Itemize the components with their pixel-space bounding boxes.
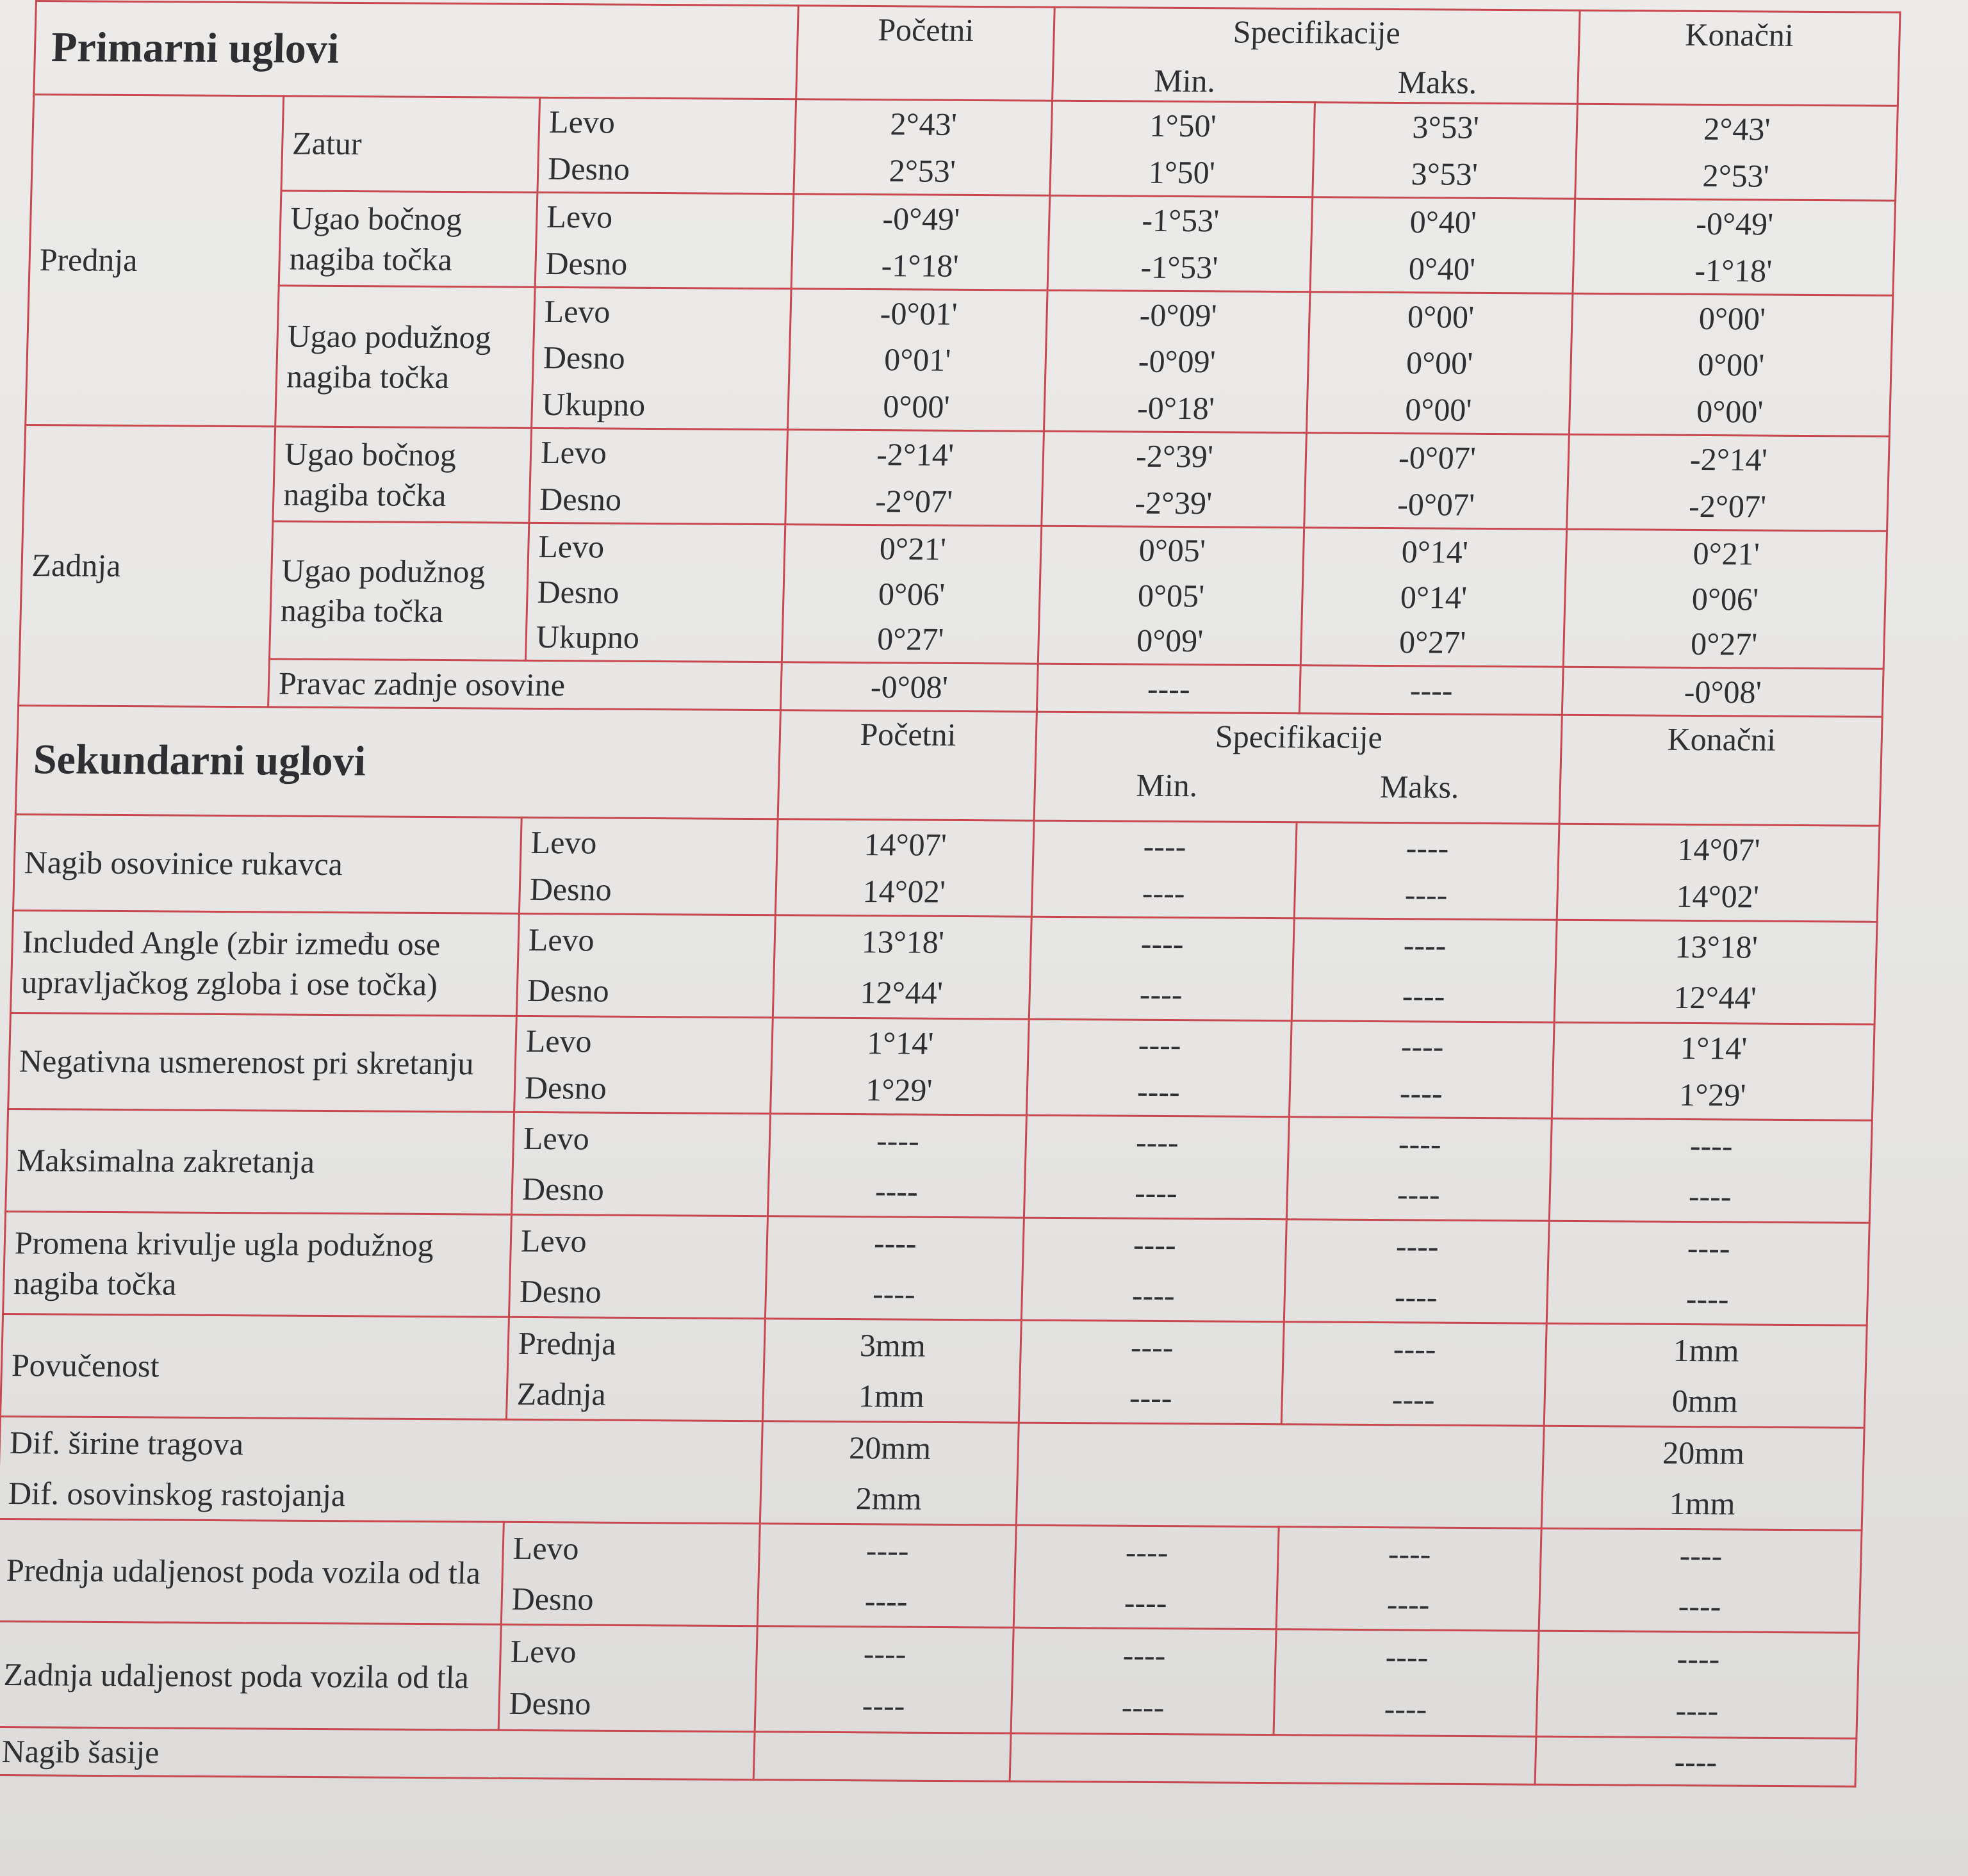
- side-label: Levo: [530, 824, 598, 861]
- side-label: Desno: [521, 1170, 605, 1207]
- final-value: 2°43': [1703, 110, 1771, 147]
- side-label: Ukupno: [536, 619, 640, 656]
- max-value: ----: [1391, 1380, 1436, 1417]
- initial-value: 0°21': [879, 530, 947, 567]
- row-label: Negativna usmerenost pri skretanju: [8, 1013, 517, 1112]
- final-value: ----: [1679, 1537, 1723, 1574]
- min-value: -2°39': [1135, 437, 1214, 475]
- table-row: [26, 284, 1893, 437]
- final-value: -2°14': [1689, 441, 1768, 478]
- max-value: 0°27': [1398, 624, 1466, 661]
- min-value: ----: [1135, 1123, 1179, 1161]
- min-value: ----: [1122, 1636, 1167, 1674]
- secondary-col-max: Maks.: [1379, 768, 1460, 805]
- min-value: ----: [1138, 1026, 1182, 1063]
- final-value: -0°08': [1562, 667, 1883, 717]
- final-value: 14°07': [1677, 831, 1761, 868]
- final-value: ----: [1685, 1280, 1730, 1316]
- secondary-col-min: Min.: [1135, 767, 1198, 803]
- primary-section-title: Primarni uglovi: [34, 1, 799, 99]
- final-value: 13°18': [1674, 928, 1759, 965]
- side-label: Desno: [545, 245, 628, 282]
- side-label: Desno: [539, 480, 622, 518]
- min-value: -0°18': [1136, 389, 1215, 426]
- side-label: Levo: [525, 1022, 593, 1059]
- max-value: 0°14': [1401, 534, 1469, 570]
- min-value: ----: [1124, 1584, 1168, 1620]
- max-value: ----: [1388, 1535, 1432, 1572]
- max-value: -0°07': [1398, 439, 1477, 476]
- final-value: ----: [1687, 1230, 1731, 1266]
- secondary-header-row: [15, 705, 1882, 826]
- empty-cell: [1010, 1733, 1536, 1784]
- table-row: [0, 1621, 1859, 1738]
- min-value: ----: [1037, 664, 1300, 714]
- row-label: Ugao bočnog nagiba točka: [279, 191, 537, 287]
- min-value: -2°39': [1134, 484, 1213, 521]
- side-label: Zadnja: [516, 1375, 607, 1412]
- max-value: 3°53': [1411, 109, 1480, 145]
- min-value: ----: [1131, 1276, 1176, 1313]
- initial-value: 0°00': [882, 387, 951, 425]
- side-label: Levo: [520, 1222, 587, 1259]
- table-row: [0, 1519, 1862, 1633]
- min-value: ----: [1143, 828, 1187, 864]
- max-value: 0°00': [1404, 391, 1473, 428]
- row-label: Ugao podužnog nagiba točka: [275, 286, 536, 428]
- max-value: ----: [1384, 1690, 1428, 1727]
- empty-cell: [753, 1732, 1011, 1781]
- max-value: ----: [1394, 1278, 1438, 1315]
- side-label: Levo: [537, 528, 605, 565]
- min-value: -0°09': [1139, 297, 1218, 334]
- initial-value: -2°07': [874, 482, 953, 519]
- initial-value: ----: [872, 1275, 916, 1312]
- row-label: Zatur: [281, 96, 540, 192]
- min-value: ----: [1121, 1688, 1165, 1725]
- max-value: ----: [1406, 829, 1450, 866]
- min-value: -0°09': [1138, 343, 1217, 380]
- max-value: ----: [1386, 1585, 1431, 1622]
- table-row: [31, 95, 1898, 201]
- side-label: Desno: [529, 870, 612, 908]
- initial-value: ----: [865, 1532, 910, 1569]
- final-value: 2°53': [1702, 157, 1770, 194]
- min-value: ----: [1134, 1174, 1178, 1211]
- initial-value: 1°14': [866, 1024, 935, 1061]
- max-value: ----: [1398, 1125, 1442, 1162]
- row-label: Ugao bočnog nagiba točka: [273, 427, 532, 523]
- max-value: ----: [1402, 977, 1446, 1014]
- row-label: Zadnja udaljenost poda vozila od tla: [0, 1621, 501, 1730]
- final-value: 0°21': [1692, 535, 1760, 572]
- side-label: Levo: [510, 1633, 577, 1670]
- table-row: [10, 910, 1877, 1024]
- secondary-col-initial: Početni: [778, 710, 1037, 820]
- secondary-col-spec: [1034, 712, 1562, 824]
- row-label: Included Angle (zbir između ose upravljačkog zgloba i ose točka): [10, 910, 519, 1016]
- table-row: [13, 814, 1880, 922]
- row-label: Nagib osovinice rukavca: [13, 814, 522, 913]
- side-label: Levo: [523, 1120, 590, 1157]
- min-value: ----: [1136, 1073, 1181, 1110]
- primary-col-spec: [1053, 7, 1580, 104]
- side-label: Levo: [540, 434, 607, 471]
- row-label: Dif. osovinskog rastojanja: [8, 1474, 346, 1513]
- max-value: ----: [1393, 1330, 1437, 1367]
- min-value: ----: [1140, 925, 1185, 962]
- initial-value: ----: [863, 1635, 907, 1672]
- initial-value: 12°44': [860, 974, 944, 1011]
- final-value: 1mm: [1669, 1485, 1736, 1522]
- initial-value: -0°49': [882, 200, 960, 237]
- side-label: Levo: [546, 198, 613, 235]
- table-row: [6, 1109, 1873, 1223]
- initial-value: 13°18': [861, 924, 945, 960]
- initial-value: ----: [864, 1582, 908, 1619]
- initial-value: 14°02': [862, 873, 946, 909]
- table-row: [3, 1211, 1870, 1325]
- row-label: Povučenost: [1, 1314, 509, 1419]
- min-value: -1°53': [1141, 202, 1220, 239]
- primary-col-final: Konačni: [1577, 10, 1900, 106]
- initial-value: ----: [874, 1172, 919, 1209]
- final-value: 0°00': [1696, 393, 1764, 430]
- max-value: ----: [1403, 927, 1447, 963]
- max-value: ----: [1399, 1075, 1443, 1111]
- primary-col-max: Maks.: [1397, 63, 1478, 101]
- initial-value: 2mm: [855, 1480, 922, 1517]
- side-label: Desno: [543, 339, 626, 376]
- side-label: Desno: [527, 972, 610, 1009]
- max-value: 0°40': [1408, 250, 1476, 287]
- row-label: Maksimalna zakretanja: [6, 1109, 514, 1214]
- initial-value: -0°01': [880, 295, 958, 332]
- min-value: -1°53': [1140, 249, 1219, 285]
- final-value: -0°49': [1695, 205, 1774, 242]
- secondary-spec-label: Specifikacije: [1215, 718, 1383, 756]
- secondary-section-title: Sekundarni uglovi: [15, 705, 780, 819]
- initial-value: 0°27': [876, 621, 945, 658]
- row-label: Dif. širine tragova: [9, 1424, 244, 1462]
- initial-value: 0°06': [878, 575, 946, 612]
- initial-value: 14°07': [863, 826, 947, 863]
- primary-spec-label: Specifikacije: [1233, 13, 1401, 51]
- max-value: ----: [1395, 1228, 1439, 1264]
- max-value: ----: [1397, 1175, 1441, 1212]
- final-value: 0°06': [1691, 580, 1759, 617]
- final-value: 1°29': [1678, 1076, 1747, 1113]
- max-value: ----: [1385, 1638, 1429, 1675]
- primary-header-row: [34, 1, 1900, 106]
- table-row: [23, 425, 1889, 531]
- min-value: ----: [1130, 1328, 1174, 1366]
- secondary-col-final: Konačni: [1559, 715, 1882, 826]
- side-label: Desno: [524, 1069, 607, 1106]
- final-value: ----: [1675, 1692, 1719, 1729]
- min-value: ----: [1125, 1533, 1169, 1570]
- max-value: 0°00': [1406, 345, 1473, 382]
- table-row: [8, 1013, 1874, 1120]
- final-value: ----: [1535, 1736, 1857, 1786]
- final-value: 14°02': [1675, 877, 1760, 915]
- group-label-rear: Zadnja: [19, 425, 275, 706]
- final-value: ----: [1689, 1127, 1734, 1164]
- max-value: ----: [1299, 665, 1563, 715]
- initial-value: ----: [876, 1122, 920, 1159]
- initial-value: 1mm: [858, 1377, 925, 1414]
- spec-empty-cell: [1016, 1423, 1544, 1528]
- final-value: -1°18': [1694, 252, 1773, 289]
- final-value: 20mm: [1662, 1434, 1745, 1471]
- max-value: 3°53': [1410, 155, 1479, 192]
- max-value: 0°40': [1409, 204, 1477, 240]
- row-label: Prednja udaljenost poda vozila od tla: [0, 1519, 504, 1624]
- final-value: 0°00': [1698, 300, 1766, 337]
- group-label-front: Prednja: [26, 95, 284, 427]
- row-label: Nagib šasije: [0, 1727, 755, 1779]
- final-value: ----: [1677, 1640, 1721, 1677]
- final-value: 12°44': [1673, 979, 1757, 1016]
- initial-value: -1°18': [881, 247, 960, 284]
- min-value: 1°50': [1148, 154, 1216, 190]
- min-value: 0°05': [1138, 532, 1206, 569]
- max-value: 0°14': [1400, 578, 1468, 616]
- side-label: Levo: [512, 1529, 580, 1567]
- final-value: ----: [1678, 1587, 1722, 1624]
- side-label: Prednja: [518, 1325, 617, 1362]
- min-value: ----: [1129, 1379, 1173, 1415]
- min-value: ----: [1139, 975, 1183, 1012]
- final-value: 1mm: [1673, 1332, 1740, 1369]
- side-label: Levo: [548, 103, 616, 140]
- row-label: Ugao podužnog nagiba točka: [269, 521, 529, 660]
- initial-value: ----: [862, 1687, 906, 1724]
- final-value: ----: [1688, 1177, 1732, 1214]
- final-value: 0°27': [1690, 626, 1758, 662]
- initial-value: -2°14': [876, 436, 955, 473]
- final-value: 0°00': [1697, 347, 1765, 383]
- min-value: ----: [1133, 1226, 1177, 1263]
- initial-value: -0°08': [780, 662, 1038, 712]
- side-label: Desno: [519, 1273, 602, 1310]
- side-label: Levo: [528, 921, 595, 958]
- max-value: ----: [1400, 1027, 1445, 1064]
- final-value: 0mm: [1671, 1382, 1739, 1419]
- initial-value: 3mm: [859, 1327, 926, 1364]
- initial-value: 2°53': [889, 152, 956, 189]
- table-row: [29, 190, 1895, 296]
- min-value: 0°09': [1136, 623, 1204, 659]
- side-label: Levo: [544, 293, 611, 330]
- primary-col-initial: Početni: [796, 6, 1055, 101]
- initial-value: ----: [873, 1225, 917, 1261]
- initial-value: 2°43': [889, 106, 958, 142]
- initial-value: 0°01': [883, 341, 952, 379]
- row-label: Pravac zadnje osovine: [268, 659, 782, 710]
- side-label: Ukupno: [541, 386, 646, 423]
- side-label: Desno: [509, 1685, 592, 1722]
- min-value: 1°50': [1149, 107, 1217, 144]
- initial-value: 1°29': [865, 1072, 933, 1108]
- initial-value: 20mm: [848, 1430, 931, 1466]
- table-row: [20, 519, 1887, 669]
- final-value: 1°14': [1680, 1029, 1748, 1066]
- max-value: 0°00': [1407, 298, 1475, 335]
- table-row: [0, 1416, 1864, 1530]
- min-value: 0°05': [1137, 577, 1205, 614]
- table-row: [1, 1314, 1867, 1428]
- max-value: ----: [1404, 876, 1448, 913]
- max-value: -0°07': [1397, 485, 1475, 523]
- primary-col-min: Min.: [1153, 62, 1216, 99]
- side-label: Desno: [511, 1580, 594, 1617]
- min-value: ----: [1142, 874, 1186, 911]
- side-label: Desno: [536, 573, 620, 610]
- final-value: -2°07': [1688, 487, 1767, 525]
- row-label: Promena krivulje ugla podužnog nagiba točka: [3, 1211, 512, 1317]
- side-label: Desno: [547, 150, 630, 187]
